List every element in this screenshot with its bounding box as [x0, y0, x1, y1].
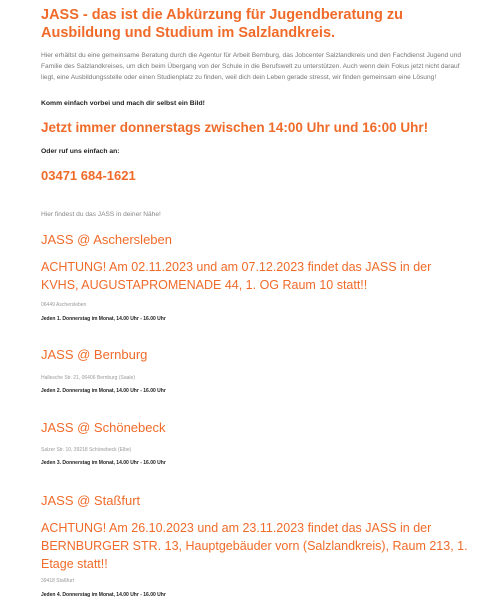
- location-schedule-aschersleben: Jeden 1. Donnerstag im Monat, 14.00 Uhr - 16.00 Uhr: [41, 316, 166, 322]
- call-to-action: Komm einfach vorbei und mach dir selbst ein Bild!: [41, 100, 205, 107]
- location-title-bernburg: JASS @ Bernburg: [41, 347, 148, 362]
- location-title-schoenebeck: JASS @ Schönebeck: [41, 420, 166, 435]
- page-heading: JASS - das ist die Abkürzung für Jugendberatung zu Ausbildung und Studium im Salzlandkreis.: [41, 7, 403, 41]
- location-address-aschersleben: 06449 Aschersleben: [41, 302, 87, 308]
- location-schedule-bernburg: Jeden 2. Donnerstag im Monat, 14.00 Uhr - 16.00 Uhr: [41, 388, 166, 394]
- nearby-label: Hier findest du das JASS in deiner Nähe!: [41, 211, 161, 218]
- location-schedule-schoenebeck: Jeden 3. Donnerstag im Monat, 14.00 Uhr - 16.00 Uhr: [41, 460, 166, 466]
- opening-hours-headline: Jetzt immer donnerstags zwischen 14:00 Uhr und 16:00 Uhr!: [41, 120, 429, 135]
- phone-link[interactable]: 03471 684-1621: [41, 168, 136, 183]
- location-address-schoenebeck: Salzer Str. 10, 39218 Schönebeck (Elbe): [41, 447, 132, 453]
- location-address-stassfurt: 39418 Staßfurt: [41, 578, 75, 584]
- location-warning-aschersleben: ACHTUNG! Am 02.11.2023 und am 07.12.2023 findet das JASS in der KVHS, AUGUSTAPROMENADE 44, 1. OG Raum 10 statt!!: [41, 260, 432, 292]
- intro-text: Hier erhältst du eine gemeinsame Beratung durch die Agentur für Arbeit Bernburg, das Jobcenter Salzlandkreis und den Fachdienst Jugend und Familie des Salzlandkreises, um dich beim Übergang von der Schule in die Berufswelt zu unterstützen. Auch wenn dein Fokus jetzt nicht darauf liegt, eine Ausbildungsstelle oder einen Studienplatz zu finden, weil dich dein Leben gerade stresst, wir finden gemeinsam eine Lösung!: [41, 52, 462, 81]
- call-us-label: Oder ruf uns einfach an:: [41, 148, 120, 155]
- location-title-aschersleben: JASS @ Aschersleben: [41, 232, 172, 247]
- location-address-bernburg: Hallesche Str. 21, 06406 Bernburg (Saale): [41, 375, 135, 381]
- location-warning-stassfurt: ACHTUNG! Am 26.10.2023 und am 23.11.2023 findet das JASS in der BERNBURGER STR. 13, Hauptgebäuder vorn (Salzlandkreis), Raum 213, 1. Etage statt!!: [41, 521, 468, 571]
- location-title-stassfurt: JASS @ Staßfurt: [41, 493, 141, 508]
- location-schedule-stassfurt: Jeden 4. Donnerstag im Monat, 14.00 Uhr - 16.00 Uhr: [41, 592, 166, 598]
